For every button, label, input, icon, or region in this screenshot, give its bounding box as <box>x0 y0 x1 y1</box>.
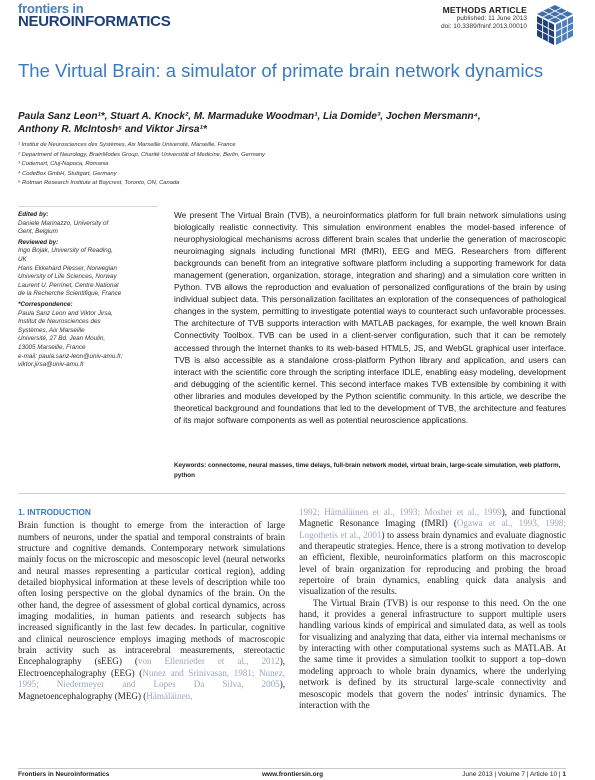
citation-link[interactable]: Hämäläinen, <box>146 690 193 701</box>
affiliation: ⁴ CodeBox GmbH, Stuttgart, Germany <box>18 170 117 177</box>
published-date: published: 11 June 2013 <box>456 15 527 22</box>
correspondence-line: Institut de Neurosciences des <box>18 318 101 326</box>
body-paragraph <box>18 520 285 702</box>
body-text: Brain function is thought to emerge from the interaction of large numbers of neurons, under the spatial and temporal constraints of brain structure and cognitive demands. Contemporary network simulations mainly focus on the microscopic and mesoscopic level (neural networks and neural masses representing a particular cortical region), adding detailed biophysical information at these levels of description while too often losing perspective on the global dynamics of the brain. On the other hand, the degree of assessment of global cortical dynamics, across imaging modalities, in human patients and research subjects has increased significantly in the last few decades. In particular, cognitive and clinical neuroscience employs imaging methods of macroscopic brain activity such as intracerebral measurements, stereotactic Encephalography (sEEG) ( <box>18 520 285 667</box>
citation-link[interactable]: von Ellenrieder et al., 2012 <box>137 656 280 667</box>
journal-logo-line1: frontiers in <box>18 1 84 16</box>
footer-divider <box>18 768 566 769</box>
doi: doi: 10.3389/fninf.2013.00010 <box>440 23 527 30</box>
editor-line: Gent, Belgium <box>18 228 58 236</box>
body-text: ), Electroencephalography (EEG) ( <box>18 656 285 678</box>
correspondence-email[interactable]: viktor.jirsa@univ-amu.fr <box>18 361 84 369</box>
section-heading: 1. INTRODUCTION <box>18 507 91 517</box>
editorial-sidebar <box>18 206 158 370</box>
article-meta <box>441 5 527 31</box>
journal-logo <box>18 3 170 29</box>
cube-logo-icon <box>533 3 577 47</box>
footer-issue-text: June 2013 | Volume 7 | Article 10 | <box>462 771 561 778</box>
affiliation: ³ Codemart, Cluj-Napoca, Romania <box>18 161 109 167</box>
affiliation: ² Department of Neurology, BrainModes Group, Charité Universität of Medicine, Berlin, Germany <box>18 151 266 158</box>
reviewer-line: UK <box>18 255 27 263</box>
correspondence-line: Paula Sanz Leon and Viktor Jirsa, <box>18 309 113 317</box>
keywords-label: Keywords: <box>174 462 207 469</box>
section-divider <box>18 493 566 494</box>
footer-journal: Frontiers in Neuroinformatics <box>18 771 110 778</box>
body-text: ) to assess brain dynamics and evaluate diagnostic and therapeutic strategies. Hence, there is a strong motivation to develop an efficient, flexible, neuroinformatics platform on this macroscopic level of brain organization for reproducing and probing the broad repertoire of brain dynamics, enabling quick data analysis and visualization of the results. <box>299 529 566 597</box>
correspondence-line: 13005 Marseille, France <box>18 343 86 351</box>
body-column-left <box>18 507 285 702</box>
correspondence-line: Systèmes, Aix Marseille <box>18 326 85 334</box>
body-paragraph: The Virtual Brain (TVB) is our response to this need. On the one hand, it provides a general infrastructure to support multiple users handling various kinds of empirical and simulated data, as well as tools for visualizing and analyzing that data, either via internal mechanisms or by interacting with other computational systems such as MATLAB. At the same time it provides a simulation toolkit to support a top–down modeling approach to whole brain dynamics, where the underlying network is defined by its structural large-scale connectivity and mesoscopic models that govern the nodes' intrinsic dynamics. The interaction with the <box>299 597 566 710</box>
correspondence-email[interactable]: e-mail: paula.sanz-leon@univ-amu.fr; <box>18 352 123 360</box>
body-column-right <box>299 507 566 711</box>
citation-link[interactable]: Ogawa et al., 1993, 1998; Logothetis et al., 2001 <box>299 518 566 540</box>
citation-link[interactable]: 1992; Hämäläinen et al., 1993; Mosher et al., 1999 <box>299 507 502 517</box>
body-paragraph <box>299 507 566 598</box>
author-list <box>18 110 558 136</box>
edited-by-label: Edited by: <box>18 211 49 218</box>
reviewed-by-label: Reviewed by: <box>18 238 59 246</box>
article-title: The Virtual Brain: a simulator of primate brain network dynamics <box>18 60 544 81</box>
keywords <box>174 461 566 481</box>
correspondence-label: *Correspondence: <box>18 300 73 308</box>
citation-link[interactable]: Nunez and Srinivasan, 1981; Nunez, 1995; Niedermeyer and Lopes Da Silva, 2005 <box>18 667 285 690</box>
footer-issue <box>462 771 566 778</box>
article-type: METHODS ARTICLE <box>442 5 527 15</box>
body-text: ), and functional Magnetic Resonance Imaging (fMRI) ( <box>299 507 566 529</box>
affiliations <box>18 141 558 189</box>
reviewer-line: Laurent U. Perrinet, Centre National <box>18 281 119 289</box>
affiliation: ¹ Institut de Neurosciences des Systèmes, Aix Marseille Université, Marseille, France <box>18 142 236 148</box>
authors-line-1: Paula Sanz Leon¹*, Stuart A. Knock², M. Marmaduke Woodman¹, Lia Domide³, Jochen Mersmann⁴, <box>18 111 481 122</box>
page-number: 1 <box>562 771 566 778</box>
affiliation: ⁵ Rotman Research Institute at Baycrest, Toronto, ON, Canada <box>18 180 180 186</box>
reviewer-line: de la Recherche Scientifique, France <box>18 290 122 298</box>
abstract: We present The Virtual Brain (TVB), a neuroinformatics platform for full brain network simulations using biologically realistic connectivity. This simulation environment enables the model-based inference of neurophysiological mechanisms across different brain scales that underlie the generation of macroscopic neuroimaging signals including functional MRI (fMRI), EEG and MEG. Researchers from different backgrounds can benefit from an integrative software platform including a supporting framework for data management (generation, organization, storage, integration and sharing) and a simulation core written in Python. TVB allows the reproduction and evaluation of personalized configurations of the brain by using individual subject data. This personalization facilitates an exploration of the consequences of pathological changes in the system, permitting to investigate potential ways to counteract such unfavorable processes. The architecture of TVB supports interaction with MATLAB packages, for example, the well known Brain Connectivity Toolbox. TVB can be used in a client-server configuration, such that it can be remotely accessed through the Internet thanks to its web-based HTML5, JS, and WebGL graphical user interface. TVB is also accessible as a standalone cross-platform Python library and application, and users can interact with the scientific core through the scripting interface IDLE, enabling easy modeling, development and debugging of the scientific kernel. This second interface makes TVB extensible by combining it with other libraries and modules developed by the Python scientific community. In this article, we describe the theoretical background and foundations that led to the development of TVB, the architecture and features of its major software components as well as potential neuroscience applications. <box>174 210 566 425</box>
keywords-text: connectome, neural masses, time delays, full-brain network model, virtual brain, large-scale simulation, web platform, python <box>174 462 561 479</box>
correspondence-line: Université, 27 Bd. Jean Moulin, <box>18 335 106 343</box>
body-text: ), Magnetoencephalography (MEG) ( <box>18 679 285 701</box>
reviewer-line: Ingo Bojak, University of Reading, <box>18 247 113 255</box>
footer-website[interactable]: www.frontiersin.org <box>262 771 324 778</box>
authors-line-2: Anthony R. McIntosh⁵ and Viktor Jirsa¹* <box>18 124 207 135</box>
journal-logo-line2: NEUROINFORMATICS <box>18 13 171 30</box>
editor-line: Daniele Marinazzo, University of <box>18 219 109 227</box>
reviewer-line: University of Life Sciences, Norway <box>18 273 117 281</box>
reviewer-line: Hans Ekkehard Plesser, Norwegian <box>18 264 118 272</box>
